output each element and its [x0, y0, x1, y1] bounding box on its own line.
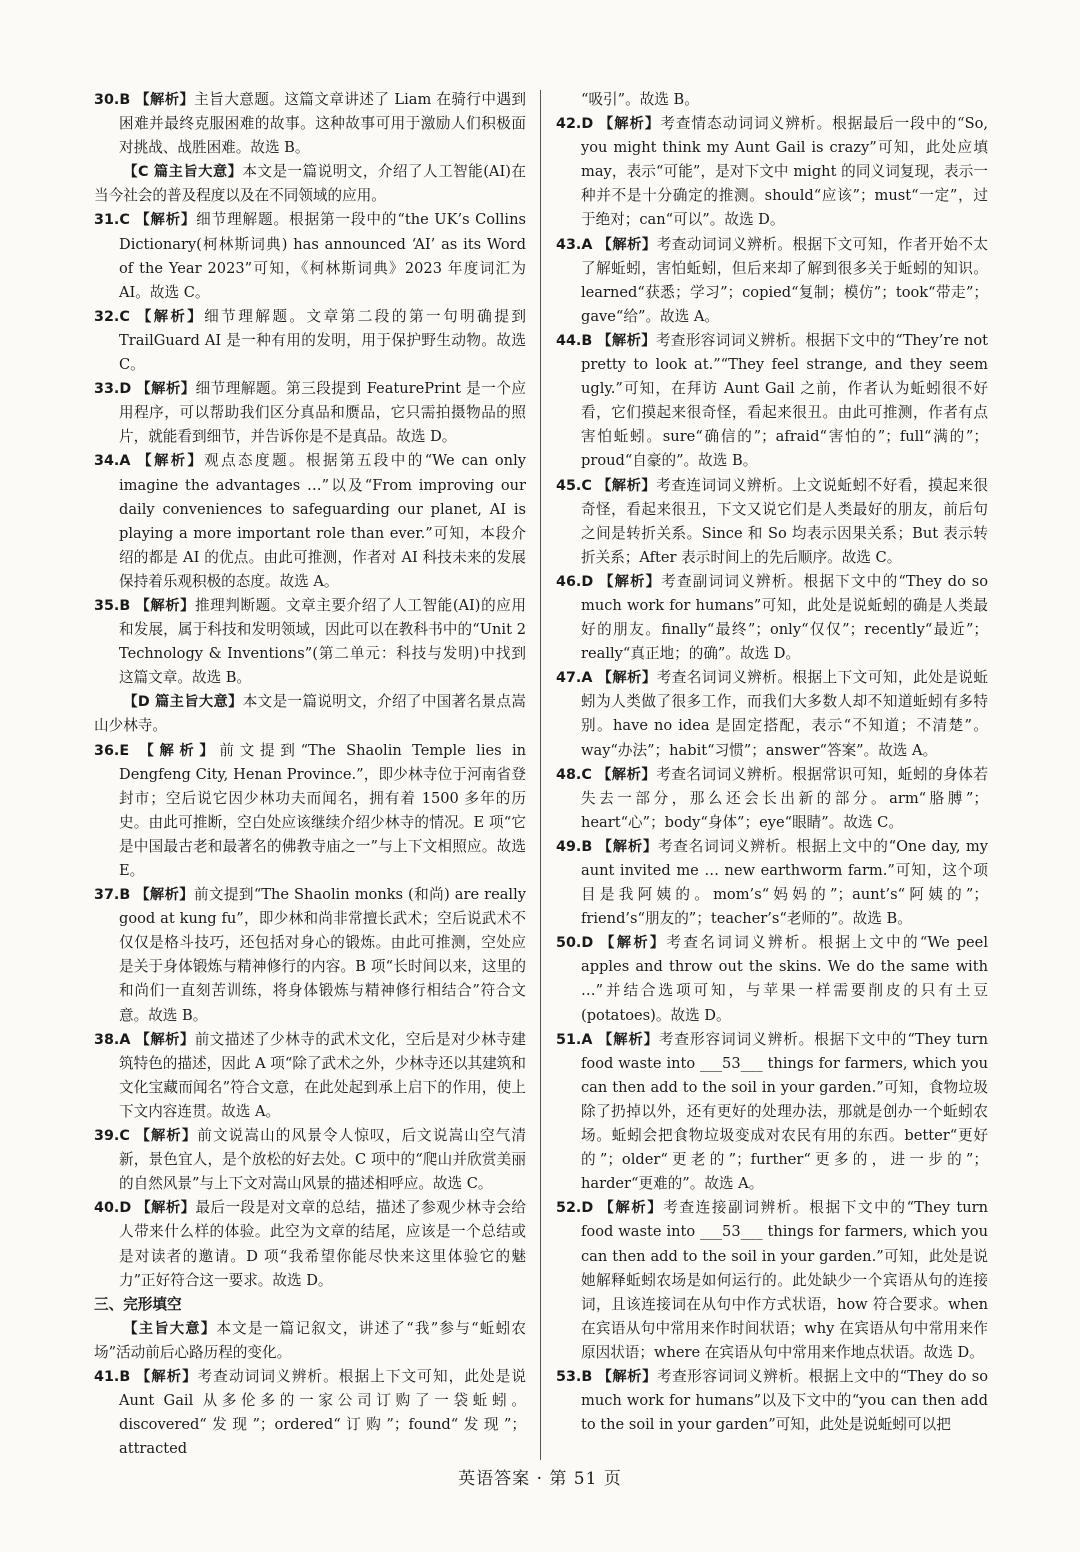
- analysis-tag: 【解析】: [135, 887, 194, 904]
- answer-letter: B: [581, 1368, 593, 1385]
- analysis-text: 前文说嵩山的风景令人惊叹，后文说嵩山空气清新，景色宜人，是个放松的好去处。C 项中的“爬山并欣赏美丽的自然风景”与上下文对嵩山风景的描述相呼应。故选 C。: [119, 1127, 527, 1193]
- analysis-tag: 【解析】: [135, 92, 195, 108]
- answer-item: [556, 570, 988, 666]
- analysis-tag: 【解析】: [599, 573, 662, 590]
- answer-item: [94, 88, 526, 160]
- answer-letter: A: [581, 1031, 593, 1048]
- answer-letter: A: [581, 670, 593, 687]
- question-number: 51.: [556, 1031, 582, 1048]
- analysis-tag: 【解析】: [597, 332, 656, 349]
- answer-item: [94, 377, 526, 449]
- analysis-text: 前文提到“The Shaolin Temple lies in Dengfeng City, Henan Province.”，即少林寺位于河南省登封市；空后说它因少林功夫而闻名，拥有着 1500 多年的历史。由此可推断，空白处应该继续介绍少林寺的情况。E 项“它是中国最古老和最著名的佛教寺庙之一”与上下文相照应。故选 E。: [119, 741, 527, 879]
- analysis-text: 考查名词词义辨析。根据上文中的“One day, my aunt invited me … new earthworm farm.”可知，这个项目是我阿姨的。mom’s“妈妈的”；aunt’s“阿姨的”；friend’s“朋友的”；teacher’s“老师的”。故选 B。: [581, 837, 989, 928]
- question-number: 37.: [94, 887, 120, 904]
- analysis-text: 前文提到“The Shaolin monks (和尚) are really good at kung fu”，即少林和尚非常擅长武术；空后说武术不仅仅是格斗技巧，还包括对身心的锻炼。由此可推测，空处应是关于身体锻炼与精神修行的内容。B 项“长时间以来，这里的和尚们一直刻苦训练，将身体锻炼与精神修行相结合”符合文意。故选 B。: [119, 886, 526, 1024]
- analysis-tag: 【解析】: [136, 381, 196, 398]
- answer-letter: C: [581, 766, 592, 783]
- answer-item: [556, 1196, 988, 1365]
- answer-item: [94, 1365, 526, 1461]
- question-number: 41.: [94, 1368, 120, 1385]
- question-number: 42.: [556, 116, 582, 133]
- answer-item: [94, 208, 526, 304]
- answer-continuation: “吸引”。故选 B。: [581, 91, 699, 108]
- answer-letter: D: [581, 935, 594, 952]
- answer-letter: C: [119, 212, 130, 229]
- answer-item: [556, 1365, 988, 1437]
- analysis-text: 考查形容词词义辨析。根据下文中的“They’re not pretty to look at.”“They feel strange, and they seem ugly.”可知，在拜访 Aunt Gail 之前，作者认为蚯蚓很不好看，它们摸起来很奇怪，看起来很丑。由此可推测，作者有点害怕蚯蚓。sure“确信的”；afraid“害怕的”；full“满的”；proud“自豪的”。故选 B。: [581, 331, 989, 470]
- answer-letter: A: [581, 236, 593, 253]
- analysis-text: 主旨大意题。这篇文章讲述了 Liam 在骑行中遇到困难并最终克服困难的故事。这种故事可用于激励人们积极面对挑战、战胜困难。故选 B。: [119, 91, 527, 157]
- summary-text: 本文是一篇说明文，介绍了中国著名景点嵩山少林寺。: [94, 693, 526, 735]
- answer-item: [94, 1124, 526, 1196]
- analysis-text: 考查连词词义辨析。上文说蚯蚓不好看，摸起来很奇怪，看起来很丑，下文又说它们是人类最好的朋友，前后句之间是转折关系。Since 和 So 均表示因果关系；But 表示转折关系；After 表示时间上的先后顺序。故选 C。: [581, 476, 988, 566]
- answer-item: [556, 329, 988, 474]
- question-number: 50.: [556, 935, 582, 952]
- question-number: 35.: [94, 597, 120, 614]
- answer-letter: D: [119, 381, 132, 398]
- analysis-tag: 【解析】: [596, 477, 657, 494]
- answer-letter: B: [581, 838, 593, 855]
- passage-summary: [94, 1317, 526, 1365]
- answer-item: [556, 835, 988, 931]
- section-title: 三、完形填空: [94, 1295, 182, 1313]
- analysis-tag: 【解析】: [135, 597, 195, 614]
- passage-summary: [94, 690, 526, 738]
- question-number: 40.: [94, 1200, 120, 1217]
- answer-letter: A: [119, 1031, 131, 1048]
- analysis-text: 考查名词词义辨析。根据常识可知，蚯蚓的身体若失去一部分，那么还会长出新的部分。arm“胳膊”；heart“心”；body“身体”；eye“眼睛”。故选 C。: [581, 765, 988, 831]
- left-column: [94, 88, 526, 1461]
- analysis-text: 观点态度题。根据第五段中的“We can only imagine the advantages …”以及“From improving our daily conveniences to safeguarding our planet, AI is playing a more important role than ever.”可知，本段介绍的都是 AI 的优点。由此可推测，作者对 AI 科技未来的发展保持着乐观积极的态度。故选 A。: [119, 452, 526, 590]
- question-number: 52.: [556, 1200, 582, 1217]
- answer-letter: D: [581, 573, 594, 590]
- analysis-text: 考查连接副词辨析。根据下文中的“They turn food waste into ___53___ things for farmers, which you can then add to the soil in your garden.”可知，此处是说她解释蚯蚓农场是如何运行的。此处缺少一个宾语从句的连接词，且该连接词在从句中作方式状语，how 符合要求。when 在宾语从句中常用来作时间状语；why 在宾语从句中常用来作原因状语；where 在宾语从句中常用来作地点状语。故选 D。: [581, 1199, 989, 1361]
- answer-letter: D: [119, 1200, 132, 1217]
- question-number: 32.: [94, 308, 120, 325]
- answer-item: [94, 449, 526, 594]
- analysis-text: 考查动词词义辨析。根据上下文可知，此处是说 Aunt Gail 从多伦多的一家公司订购了一袋蚯蚓。discovered“发现”；ordered“订购”；found“发现”；attracted: [119, 1367, 527, 1458]
- question-number: 30.: [94, 92, 120, 108]
- analysis-tag: 【解析】: [597, 838, 658, 855]
- analysis-tag: 【解析】: [597, 1368, 657, 1385]
- answer-letter: B: [119, 597, 131, 614]
- analysis-tag: 【解析】: [136, 308, 205, 325]
- analysis-tag: 【解析】: [137, 453, 205, 470]
- summary-heading: 【D 篇主旨大意】: [123, 694, 243, 711]
- analysis-tag: 【解析】: [599, 1200, 664, 1217]
- column-divider: [540, 90, 541, 1460]
- answer-item: [94, 1028, 526, 1124]
- analysis-tag: 【解析】: [597, 1031, 659, 1048]
- summary-text: 本文是一篇说明文，介绍了人工智能(AI)在当今社会的普及程度以及在不同领域的应用。: [94, 163, 526, 205]
- analysis-text: 细节理解题。文章第二段的第一句明确提到 TrailGuard AI 是一种有用的发明，用于保护野生动物。故选 C。: [119, 307, 526, 374]
- question-number: 36.: [94, 742, 120, 759]
- question-number: 47.: [556, 670, 582, 687]
- answer-item: [94, 305, 526, 377]
- answer-letter: D: [581, 116, 594, 133]
- analysis-text: 考查名词词义辨析。根据上文中的“We peel apples and throw out the skins. We do the same with …”并结合选项可知，与苹果一样需要削皮的只有土豆(potatoes)。故选 D。: [581, 934, 988, 1024]
- analysis-text: 细节理解题。根据第一段中的“the UK’s Collins Dictionary(柯林斯词典) has announced ‘AI’ as its Word of the Year 2023”可知，《柯林斯词典》2023 年度词汇为 AI。故选 C。: [119, 211, 526, 301]
- analysis-text: 前文描述了少林寺的武术文化，空后是对少林寺建筑特色的描述，因此 A 项“除了武术之外，少林寺还以其建筑和文化宝藏而闻名”符合文意，在此处起到承上启下的作用，使上下文内容连贯。故选 A。: [119, 1030, 526, 1120]
- question-number: 34.: [94, 453, 120, 470]
- answer-item: [556, 233, 988, 329]
- answer-item: [556, 931, 988, 1027]
- analysis-text: 考查动词词义辨析。根据下文可知，作者开始不太了解蚯蚓，害怕蚯蚓，但后来却了解到很多关于蚯蚓的知识。learned“获悉；学习”；copied“复制；模仿”；took“带走”；gave“给”。故选 A。: [581, 235, 988, 325]
- answer-item: [94, 883, 526, 1028]
- answer-item: [556, 474, 988, 570]
- analysis-text: 考查名词词义辨析。根据上下文可知，此处是说蚯蚓为人类做了很多工作，而我们大多数人却不知道蚯蚓有多特别。have no idea 是固定搭配，表示“不知道；不清楚”。way“办法”；habit“习惯”；answer“答案”。故选 A。: [581, 669, 988, 759]
- analysis-text: 最后一段是对文章的总结，描述了参观少林寺会给人带来什么样的体验。此空为文章的结尾，应该是一个总结或是对读者的邀请。D 项“我希望你能尽快来这里体验它的魅力”正好符合这一要求。故选 D。: [119, 1199, 527, 1289]
- answer-item: [94, 594, 526, 690]
- analysis-text: 考查形容词词义辨析。根据下文中的“They turn food waste into ___53___ things for farmers, which you can then add to the soil in your garden.”可知，食物垃圾除了扔掉以外，还有更好的处理办法，那就是创办一个蚯蚓农场。蚯蚓会把食物垃圾变成对农民有用的东西。better“更好的”；older“更老的”；further“更多的，进一步的”；harder“更难的”。故选 A。: [581, 1030, 989, 1193]
- analysis-tag: 【解析】: [135, 1031, 195, 1048]
- answer-item: [94, 739, 526, 884]
- analysis-tag: 【解析】: [139, 742, 220, 759]
- summary-heading: 【C 篇主旨大意】: [123, 164, 243, 181]
- question-number: 49.: [556, 838, 582, 855]
- page-footer: 英语答案 · 第 51 页: [458, 1469, 622, 1489]
- analysis-tag: 【解析】: [596, 766, 657, 783]
- answer-letter: B: [581, 332, 593, 349]
- analysis-tag: 【解析】: [600, 935, 667, 952]
- answer-letter: A: [119, 453, 131, 470]
- answer-letter: B: [119, 1368, 131, 1385]
- analysis-tag: 【解析】: [597, 670, 657, 687]
- answer-item: [556, 1028, 988, 1197]
- answer-letter: B: [119, 92, 131, 108]
- answer-item: [94, 1196, 526, 1292]
- question-number: 53.: [556, 1368, 582, 1385]
- passage-summary: [94, 160, 526, 208]
- answer-letter: C: [119, 308, 130, 325]
- analysis-text: 考查副词词义辨析。根据下文中的“They do so much work for humans”可知，此处是说蚯蚓的确是人类最好的朋友。finally“最终”；only“仅仅”；recently“最近”；really“真正地；的确”。故选 D。: [581, 572, 988, 663]
- question-number: 39.: [94, 1128, 120, 1145]
- question-number: 43.: [556, 236, 582, 253]
- analysis-text: 考查形容词词义辨析。根据上文中的“They do so much work for humans”以及下文中的“you can then add to the soil in your garden”可知，此处是说蚯蚓可以把: [581, 1367, 988, 1434]
- answer-letter: C: [119, 1128, 130, 1145]
- analysis-tag: 【解析】: [135, 212, 197, 229]
- answer-item: [556, 112, 988, 232]
- summary-text: 本文是一篇记叙文，讲述了“我”参与“蚯蚓农场”活动前后心路历程的变化。: [94, 1319, 526, 1361]
- answer-letter: D: [581, 1200, 594, 1217]
- analysis-tag: 【解析】: [597, 236, 657, 253]
- answer-item: [556, 666, 988, 762]
- analysis-tag: 【解析】: [135, 1128, 198, 1145]
- answer-letter: B: [119, 887, 131, 904]
- analysis-text: 细节理解题。第三段提到 FeaturePrint 是一个应用程序，可以帮助我们区分真品和赝品，它只需拍摄物品的照片，就能看到细节，并告诉你是不是真品。故选 D。: [119, 380, 527, 446]
- summary-heading: 【主旨大意】: [123, 1320, 217, 1337]
- analysis-tag: 【解析】: [598, 116, 661, 133]
- question-number: 44.: [556, 332, 582, 349]
- answer-letter: E: [119, 742, 130, 759]
- question-number: 38.: [94, 1031, 120, 1048]
- answer-letter: C: [581, 477, 592, 494]
- answer-item: [556, 763, 988, 835]
- analysis-tag: 【解析】: [136, 1200, 196, 1217]
- question-number: 33.: [94, 381, 120, 398]
- analysis-text: 推理判断题。文章主要介绍了人工智能(AI)的应用和发展，属于科技和发明领域，因此可以在教科书中的“Unit 2 Technology & Inventions”(第二单元：科技与发明)中找到这篇文章。故选 B。: [119, 596, 527, 687]
- right-column: [556, 88, 988, 1437]
- question-number: 48.: [556, 766, 582, 783]
- question-number: 31.: [94, 212, 120, 229]
- question-number: 46.: [556, 573, 582, 590]
- analysis-tag: 【解析】: [135, 1368, 198, 1385]
- analysis-text: 考查情态动词词义辨析。根据最后一段中的“So, you might think my Aunt Gail is crazy”可知，此处应填 may，表示“可能”，是对下文中 might 的同义词复现，表示一种并不是十分确定的推测。should“应该”；must“一定”，过于绝对；can“可以”。故选 D。: [581, 115, 989, 229]
- question-number: 45.: [556, 477, 582, 494]
